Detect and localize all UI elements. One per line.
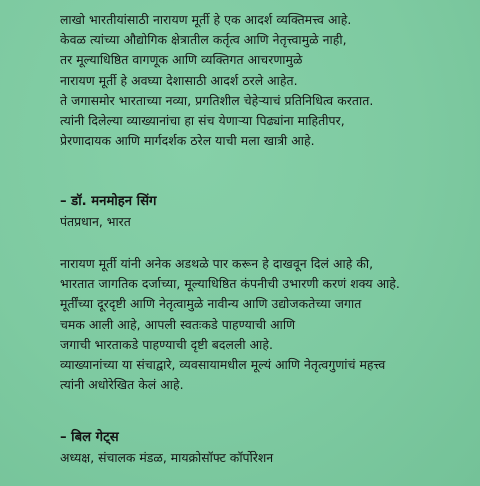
quote-line: तर मूल्याधिष्ठित वागणूक आणि व्यक्तिगत आचरणामुळे bbox=[60, 52, 303, 68]
quote-line: ते जगासमोर भारताच्या नव्या, प्रगतिशील चेहेऱ्याचं प्रतिनिधित्व करतात. bbox=[60, 92, 374, 108]
quote-line: भारतात जागतिक दर्जाच्या, मूल्याधिष्ठित कंपनीची उभारणी करणं शक्य आहे. bbox=[60, 276, 400, 292]
attribution-bill-gates bbox=[60, 428, 273, 468]
quote-line: त्यांनी अधोरेखित केलं आहे. bbox=[60, 377, 184, 393]
quote-line: त्यांनी दिलेल्या व्याख्यानांचा हा संच येणाऱ्या पिढ्यांना माहितीपर, bbox=[60, 113, 345, 129]
quote-line: लाखो भारतीयांसाठी नारायण मूर्ती हे एक आदर्श व्यक्तिमत्त्व आहे. bbox=[60, 12, 352, 27]
attribution-manmohan-singh bbox=[60, 192, 156, 232]
attribution-name: – डॉ. मनमोहन सिंग bbox=[60, 194, 157, 209]
quote-manmohan-singh bbox=[60, 10, 373, 151]
attribution-role: अध्यक्ष, संचालक मंडळ, मायक्रोसॉफ्ट कॉर्पोरेशन bbox=[60, 450, 274, 465]
quote-line: नारायण मूर्ती यांनी अनेक अडथळे पार करून हे दाखवून दिलं आहे की, bbox=[60, 256, 374, 271]
quote-line: केवळ त्यांच्या औद्योगिक क्षेत्रातील कर्तृत्व आणि नेतृत्त्वामुळे नाही, bbox=[60, 32, 347, 48]
quote-bill-gates bbox=[60, 254, 400, 395]
quote-line: जगाची भारताकडे पाहण्याची दृष्टी बदलली आहे. bbox=[60, 336, 273, 352]
attribution-role: पंतप्रधान, भारत bbox=[60, 214, 131, 229]
quote-line: प्रेरणादायक आणि मार्गदर्शक ठरेल याची मला खात्री आहे. bbox=[60, 133, 315, 149]
quote-line: व्याख्यानांच्या या संचाद्वारे, व्यवसायामधील मूल्यं आणि नेतृत्वगुणांचं महत्त्व bbox=[60, 357, 386, 373]
quote-line: नारायण मूर्ती हे अवघ्या देशासाठी आदर्श ठरले आहेत. bbox=[60, 72, 298, 88]
attribution-name: – बिल गेट्स bbox=[60, 430, 119, 445]
quote-line: चमक आली आहे, आपली स्वतःकडे पाहण्याची आणि bbox=[60, 316, 296, 332]
quote-line: मूर्तींच्या दूरदृष्टी आणि नेतृत्वामुळे नावीन्य आणि उद्योजकतेच्या जगात bbox=[60, 296, 362, 312]
